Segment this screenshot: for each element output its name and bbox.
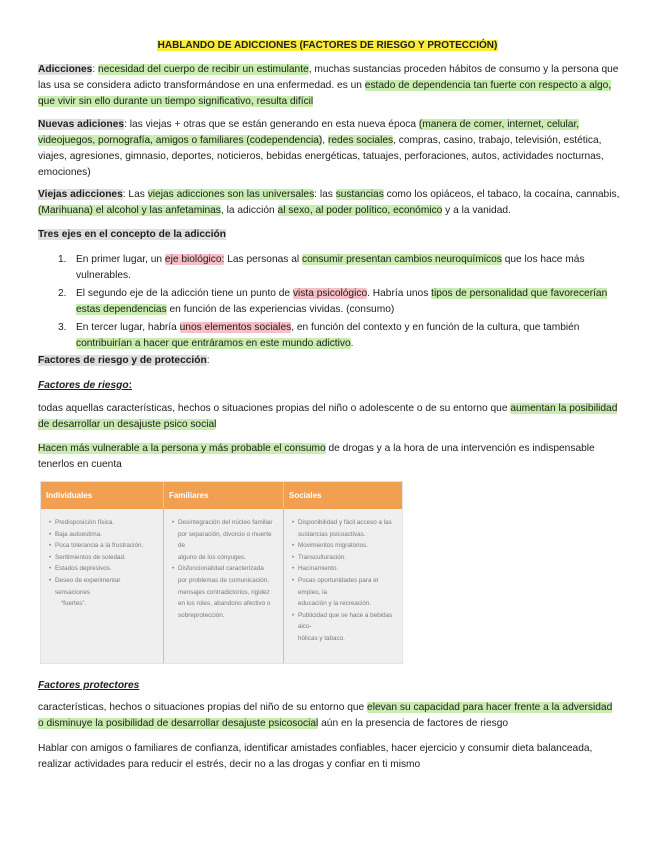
document-title: HABLANDO DE ADICCIONES (FACTORES DE RIESGO Y PROTECCIÓN): [157, 40, 498, 51]
header-sociales: Sociales: [289, 491, 322, 500]
factores-heading: Factores de riesgo y de protección:: [38, 355, 210, 366]
list-item-continuation: por problemas de comunicación,: [178, 576, 270, 584]
header-familiares: Familiares: [164, 482, 284, 509]
list-item: • Predisposición física.: [49, 517, 157, 529]
list-item-continuation: mensajes contradictorios, rigidez: [178, 588, 270, 596]
factores-riesgo-heading: Factores de riesgo:: [38, 380, 132, 391]
column-familiares: [164, 509, 284, 663]
list-item-continuation: en los roles, abandono afectivo o: [178, 600, 271, 608]
list-item: • Estados depresivos.: [49, 563, 157, 575]
adicciones-paragraph: Adicciones: necesidad del cuerpo de recibir un estimulante, muchas sustancias proceden hábitos de consumo y la persona que las usa se considera adicto transformándose en una enfermedad. es un estado de dependencia tan fuerte con respecto a algo, que vivir sin ello durante un tiempo significativo, resulta difícil: [38, 64, 619, 107]
list-item: • Publicidad que se hace a bebidas alco-: [292, 610, 396, 633]
list-item-continuation: sobreprotección.: [178, 611, 225, 619]
list-item: • Transculturación.: [292, 552, 396, 564]
tres-ejes-heading: Tres ejes en el concepto de la adicción: [38, 229, 226, 240]
list-item-continuation: sustancias psicoactivas.: [298, 530, 366, 538]
table-body: [41, 509, 402, 663]
list-item: • Desintegración del núcleo familiar: [172, 517, 277, 529]
list-item: • Deseo de experimentar sensaciones: [49, 575, 157, 598]
list-item: • Movimientos migratorios.: [292, 540, 396, 552]
table-header: [41, 482, 402, 509]
list-item: • Disfuncionalidad caracterizada: [172, 563, 277, 575]
list-item-continuation: por separación, divorcio o muerte de: [178, 530, 272, 550]
list-item: • Disponibilidad y fácil acceso a las: [292, 517, 396, 529]
list-item-continuation: educación y la recreación.: [298, 600, 372, 608]
list-item: • Baja autoestima.: [49, 529, 157, 541]
list-item-continuation: alguno de los cónyuges.: [178, 553, 246, 561]
riesgo-note: Hacen más vulnerable a la persona y más probable el consumo de drogas y a la hora de una intervención es indispensable tenerlos en cuenta: [38, 443, 595, 470]
list-item-continuation: hólicas y tabaco.: [298, 634, 345, 642]
list-item: 1. En primer lugar, un eje biológico: Las personas al consumir presentan cambios neuroquímicos que los hace más vulnerables.: [58, 254, 585, 281]
viejas-adicciones-paragraph: Viejas adicciones: Las viejas adicciones son las universales: las sustancias como los opiáceos, el tabaco, la cocaína, cannabis, (Marihuana) el alcohol y las anfetaminas, la adicción al sexo, al poder político, económico y a la vanidad.: [38, 189, 620, 216]
protectores-examples: Hablar con amigos o familiares de confianza, identificar amistades confiables, hacer ejercicio y consumir dieta balanceada, realizar actividades para reducir el estrés, decir no a las drogas y confiar en ti mismo: [38, 743, 593, 770]
list-item-continuation: “fuertes”.: [61, 600, 87, 608]
column-individuales: [41, 509, 164, 663]
factores-protectores-heading: Factores protectores: [38, 680, 140, 691]
nuevas-adicciones-paragraph: Nuevas adiciones: las viejas + otras que se están generando en esta nueva época (manera de comer, internet, celular, videojuegos, pornografía, amigos o familiares (codependencia), redes sociales, compras, casino, trabajo, televisión, estética, viajes, agresiones, gimnasio, deportes, noticieros, bebidas energéticas, tatuajes, perforaciones, autos, actividades nocturnas, emociones): [38, 119, 604, 178]
header-individuales: Individuales: [41, 482, 164, 509]
list-item: 2. El segundo eje de la adicción tiene un punto de vista psicológico. Habría unos tipos de personalidad que favorecerían estas dependencias en función de las experiencias vividas. (consumo): [58, 288, 608, 315]
list-item: • Pocas oportunidades para el empleo, la: [292, 575, 396, 598]
protectores-definition: características, hechos o situaciones propias del niño de su entorno que elevan su capacidad para hacer frente a la adversidad o disminuye la posibilidad de desarrollar desajuste psicosocial aún en la presencia de factores de riesgo: [38, 702, 613, 729]
list-item: • Hacinamiento.: [292, 563, 396, 575]
list-item: • Sentimientos de soledad.: [49, 552, 157, 564]
tres-ejes-list: [38, 252, 618, 354]
risk-factors-table: [40, 481, 403, 664]
list-item: • Poca tolerancia a la frustración.: [49, 540, 157, 552]
riesgo-definition: todas aquellas características, hechos o situaciones propias del niño o adolescente o de su entorno que aumentan la posibilidad de desarrollar un desajuste psico social: [38, 403, 618, 430]
list-item: 3. En tercer lugar, habría unos elementos sociales, en función del contexto y en función de la cultura, que también contribuirían a hacer que entráramos en este mundo adictivo.: [58, 322, 580, 349]
column-sociales: [284, 509, 402, 663]
